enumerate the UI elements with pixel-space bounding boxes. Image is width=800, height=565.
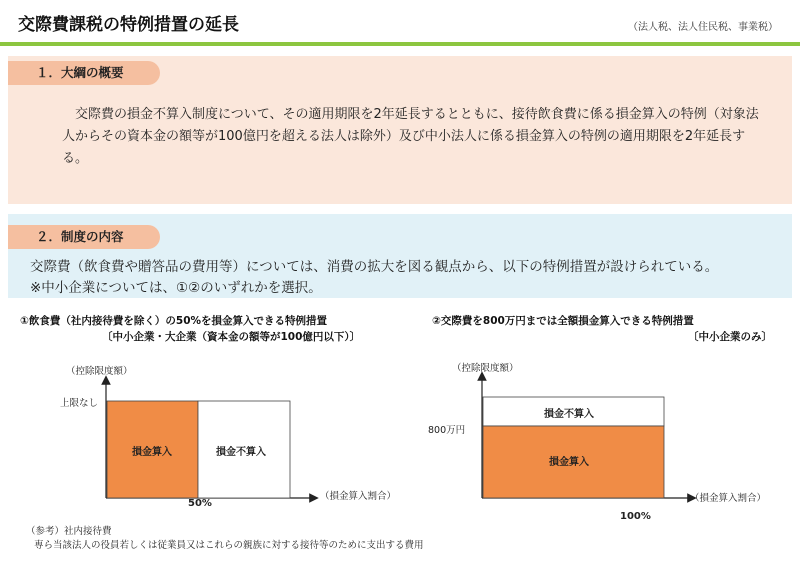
system-content-line-2: ※中小企業については、①②のいずれかを選択。	[30, 280, 322, 296]
reference-text: 専ら当該法人の役員若しくは従業員又はこれらの親族に対する接待等のために支出する費用	[34, 540, 424, 551]
diagram1-x-tick: 50%	[188, 498, 212, 509]
tax-type-note: （法人税、法人住民税、事業税）	[628, 22, 778, 33]
diagram1-included-label: 損金算入	[132, 447, 172, 458]
diagram2-x-tick: 100%	[620, 511, 651, 522]
diagram2-x-axis-label: （損金算入割合）	[690, 493, 767, 504]
diagram2-included-label: 損金算入	[549, 457, 589, 468]
diagram2-subheading: 〔中小企業のみ〕	[688, 331, 772, 343]
diagram1-excluded-label: 損金不算入	[216, 447, 266, 458]
diagram2-y-axis-label: （控除限度額）	[452, 363, 519, 374]
outline-section-tab: １．大綱の概要	[8, 61, 160, 85]
page-title: 交際費課税の特例措置の延長	[18, 15, 239, 35]
outline-paragraph-text: 交際費の損金不算入制度について、その適用期限を2年延長するとともに、接待飲食費に係る損金算入の特例（対象法人からその資本金の額等が100億円を超える法人は除外）及び中小法人に係る損金算入の特例の適用期限を2年延長する。	[62, 107, 759, 166]
diagram1-y-tick: 上限なし	[60, 398, 99, 409]
diagram1-subheading: 〔中小企業・大企業（資本金の額等が100億円以下）〕	[102, 331, 361, 343]
reference-label: （参考）社内接待費	[26, 526, 112, 537]
diagram2-excluded-label: 損金不算入	[544, 409, 594, 420]
diagram2-heading: ②交際費を800万円までは全額損金算入できる特例措置	[432, 315, 694, 327]
diagram1-y-axis-label: （控除限度額）	[66, 366, 133, 377]
diagram1-x-axis-label: （損金算入割合）	[320, 491, 397, 502]
system-content-line-1: 交際費（飲食費や贈答品の費用等）については、消費の拡大を図る観点から、以下の特例措置が設けられている。	[30, 259, 719, 275]
system-content-section-tab: ２．制度の内容	[8, 225, 160, 249]
diagram2-y-tick: 800万円	[428, 425, 466, 436]
diagram1-heading: ①飲食費（社内接待費を除く）の50%を損金算入できる特例措置	[20, 315, 328, 327]
